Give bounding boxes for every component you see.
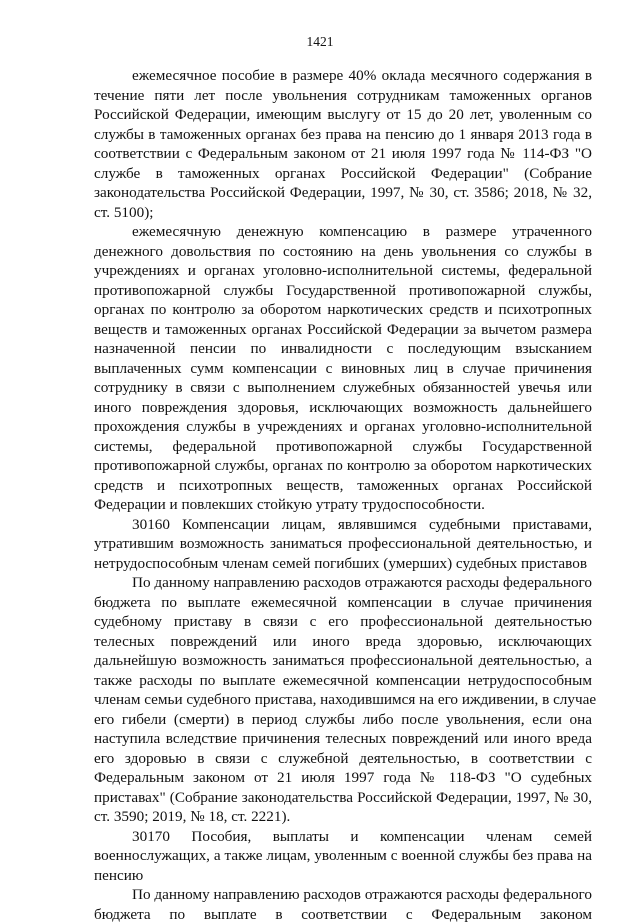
paragraph xyxy=(94,222,592,515)
text-line: сотруднику в связи с выполнением служебных обязанностей увечья или xyxy=(94,378,592,398)
text-line: ст. 5100); xyxy=(94,203,592,223)
text-line: 30170 Пособия, выплаты и компенсации членам семей xyxy=(94,827,592,847)
text-line: Российской Федерации, имеющим выслугу от 15 до 20 лет, уволенным со xyxy=(94,105,592,125)
document-body xyxy=(94,66,592,924)
text-line: телесных повреждений или иного вреда здоровью, исключающих xyxy=(94,632,592,652)
text-line: средств и психотропных веществ, таможенных органах Российской xyxy=(94,476,592,496)
text-line: бюджета по выплате ежемесячной компенсации в случае причинения xyxy=(94,593,592,613)
text-line: Федерации и повлекших стойкую утрату трудоспособности. xyxy=(94,495,592,515)
text-line: его здоровью в связи с служебной деятельностью, в соответствии с xyxy=(94,749,592,769)
text-line: его гибели (смерти) в период службы либо после увольнения, если она xyxy=(94,710,592,730)
text-line: членам семьи судебного пристава, находившимся на его иждивении, в случае xyxy=(94,690,592,710)
text-line: По данному направлению расходов отражаются расходы федерального xyxy=(94,885,592,905)
text-line: противопожарной службы, органах по контролю за оборотом наркотических xyxy=(94,456,592,476)
text-line: судебному приставу в связи с его профессиональной деятельностью xyxy=(94,612,592,632)
text-line: наступила вследствие причинения телесных повреждений или иного вреда xyxy=(94,729,592,749)
text-line: Федеральным законом от 21 июля 1997 года № 118-ФЗ "О судебных xyxy=(94,768,592,788)
text-line: нетрудоспособным членам семей погибших (умерших) судебных приставов xyxy=(94,554,592,574)
text-line: прохождения службы в учреждениях и органах уголовно-исполнительной xyxy=(94,417,592,437)
text-line: приставах" (Собрание законодательства Российской Федерации, 1997, № 30, xyxy=(94,788,592,808)
text-line: веществ и таможенных органах Российской Федерации за вычетом размера xyxy=(94,320,592,340)
text-line: ежемесячное пособие в размере 40% оклада месячного содержания в xyxy=(94,66,592,86)
text-line: системы, федеральной противопожарной службы Государственной xyxy=(94,437,592,457)
text-line: По данному направлению расходов отражаются расходы федерального xyxy=(94,573,592,593)
text-line: службе в таможенных органах Российской Федерации" (Собрание xyxy=(94,164,592,184)
page-number: 1421 xyxy=(0,34,640,50)
text-line: законодательства Российской Федерации, 1997, № 30, ст. 3586; 2018, № 32, xyxy=(94,183,592,203)
text-line: бюджета по выплате в соответствии с Федеральным законом xyxy=(94,905,592,924)
text-line: дальнейшую возможность заниматься профессиональной деятельностью, а xyxy=(94,651,592,671)
paragraph xyxy=(94,515,592,574)
text-line: 30160 Компенсации лицам, являвшимся судебными приставами, xyxy=(94,515,592,535)
text-line: соответствии с Федеральным законом от 21 июля 1997 года № 114-ФЗ "О xyxy=(94,144,592,164)
text-line: пенсию xyxy=(94,866,592,886)
text-line: службы в таможенных органах без права на пенсию до 1 января 2013 года в xyxy=(94,125,592,145)
text-line: течение пяти лет после увольнения сотрудникам таможенных органов xyxy=(94,86,592,106)
paragraph xyxy=(94,66,592,222)
text-line: учреждениях и органах уголовно-исполнительной системы, федеральной xyxy=(94,261,592,281)
text-line: также расходы по выплате ежемесячной компенсации нетрудоспособным xyxy=(94,671,592,691)
text-line: выплаченных сумм компенсации с виновных лиц в случае причинения xyxy=(94,359,592,379)
text-line: органах по контролю за оборотом наркотических средств и психотропных xyxy=(94,300,592,320)
text-line: ст. 3590; 2019, № 18, ст. 2221). xyxy=(94,807,592,827)
text-line: денежного довольствия по состоянию на день увольнения со службы в xyxy=(94,242,592,262)
text-line: назначенной пенсии по инвалидности с последующим взысканием xyxy=(94,339,592,359)
paragraph xyxy=(94,573,592,827)
paragraph xyxy=(94,827,592,886)
text-line: ежемесячную денежную компенсацию в размере утраченного xyxy=(94,222,592,242)
text-line: утратившим возможность заниматься профессиональной деятельностью, и xyxy=(94,534,592,554)
text-line: иного повреждения здоровья, исключающих возможность дальнейшего xyxy=(94,398,592,418)
text-line: противопожарной службы Государственной противопожарной службы, xyxy=(94,281,592,301)
text-line: военнослужащих, а также лицам, уволенным с военной службы без права на xyxy=(94,846,592,866)
